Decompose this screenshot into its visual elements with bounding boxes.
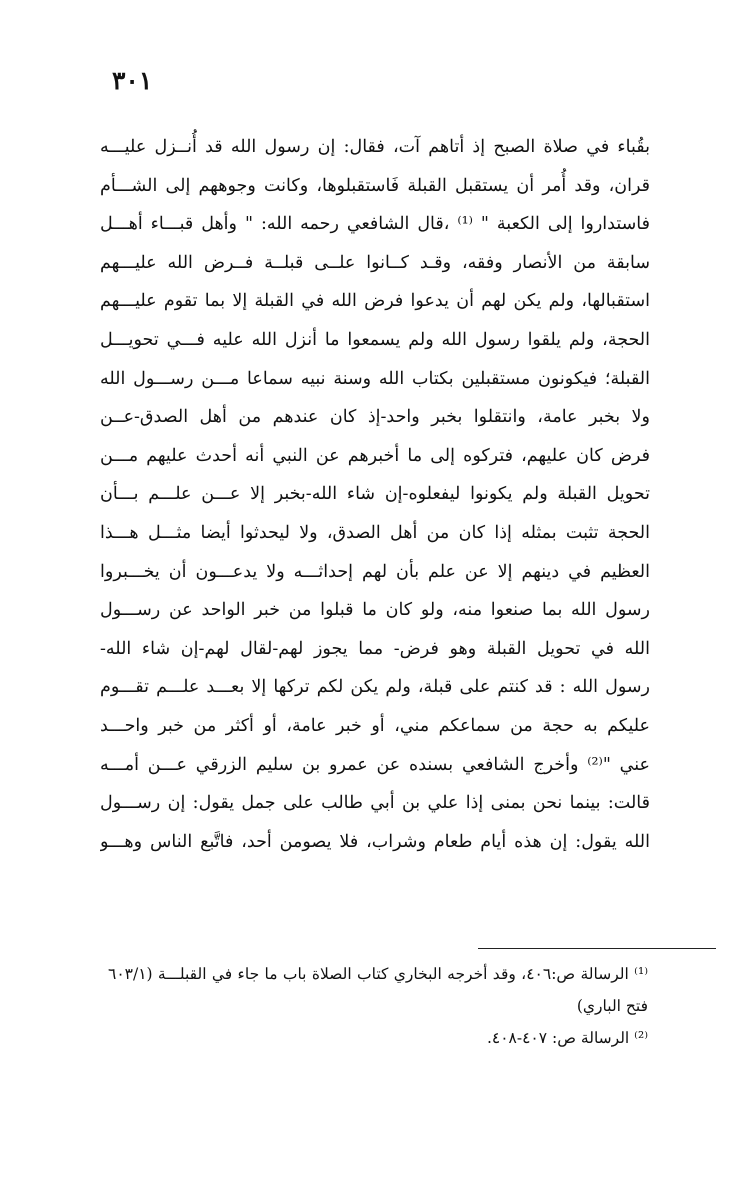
body-line: عليكم به حجة من سماعكم مني، أو خبر عامة، أو أكثر من خبر واحـــد: [100, 715, 650, 736]
body-line: سابقة من الأنصار وفقه، وقـد كــانوا علــى قبلــة فــرض الله عليـــهم: [100, 252, 650, 273]
body-line: القبلة؛ فيكونون مستقبلين بكتاب الله وسنة نبيه سماعا مـــن رســـول الله: [100, 368, 650, 389]
body-line: الحجة تثبت بمثله إذا كان من أهل الصدق، ولا ليحدثوا أيضا مثـــل هـــذا: [100, 522, 650, 543]
body-line: بقُباء في صلاة الصبح إذ أتاهم آت، فقال: إن رسول الله قد أُنــزل عليـــه: [100, 137, 650, 157]
body-line: رسول الله : قد كنتم على قبلة، ولم يكن لكم تركها إلا بعـــد علـــم تقـــوم: [100, 677, 650, 698]
page-number: ٣٠١: [112, 66, 153, 95]
body-line: الله يقول: إن هذه أيام طعام وشراب، فلا يصومن أحد، فاتَّبع الناس وهـــو: [100, 831, 650, 852]
body-line: قران، وقد أُمر أن يستقبل القبلة فَاستقبلوها، وكانت وجوههم إلى الشـــأم: [100, 175, 650, 196]
body-line: الله في تحويل القبلة وهو فرض- مما يجوز لهم-لقال لهم-إن شاء الله-: [100, 638, 650, 659]
footnote-line: ⁽²⁾ الرسالة ص: ٤٠٧-٤٠٨.: [486, 1029, 648, 1047]
body-line: تحويل القبلة ولم يكونوا ليفعلوه-إن شاء الله-بخبر إلا عـــن علـــم بـــأن: [100, 484, 650, 505]
body-line: استقبالها، ولم يكن لهم أن يدعوا فرض الله في القبلة إلا بما تقوم عليـــهم: [100, 291, 650, 312]
body-line: الحجة، ولم يلقوا رسول الله ولم يسمعوا ما أنزل الله عليه فـــي تحويـــل: [100, 329, 650, 350]
body-line: رسول الله بما صنعوا منه، ولو كان ما قبلوا من خبر الواحد عن رســـول: [100, 600, 650, 621]
body-line: العظيم في دينهم إلا عن علم بأن لهم إحداثـــه ولا يدعـــون أن يخـــبروا: [100, 561, 650, 582]
body-line: فرض كان عليهم، فتركوه إلى ما أخبرهم عن النبي أنه أحدث عليهم مـــن: [100, 445, 650, 466]
footnote-line: ⁽¹⁾ الرسالة ص:٤٠٦، وقد أخرجه البخاري كتاب الصلاة باب ما جاء في القبلـــة (٦٠٣/١: [108, 965, 648, 983]
body-line: عني "⁽²⁾ وأخرج الشافعي بسنده عن عمرو بن سليم الزرقي عـــن أمـــه: [100, 754, 650, 775]
body-line: فاستداروا إلى الكعبة " ⁽¹⁾ ،قال الشافعي رحمه الله: " وأهل قبـــاء أهـــل: [100, 214, 650, 235]
body-line: قالت: بينما نحن بمنى إذا علي بن أبي طالب على جمل يقول: إن رســـول: [100, 793, 650, 814]
footnotes: [108, 958, 648, 1054]
body-line: ولا بخبر عامة، وانتقلوا بخبر واحد-إذ كان عندهم من أهل الصدق-عــن: [100, 407, 650, 428]
body-text: [100, 128, 650, 861]
footnote-line: فتح الباري): [576, 997, 648, 1015]
footnote-separator: [478, 948, 716, 949]
